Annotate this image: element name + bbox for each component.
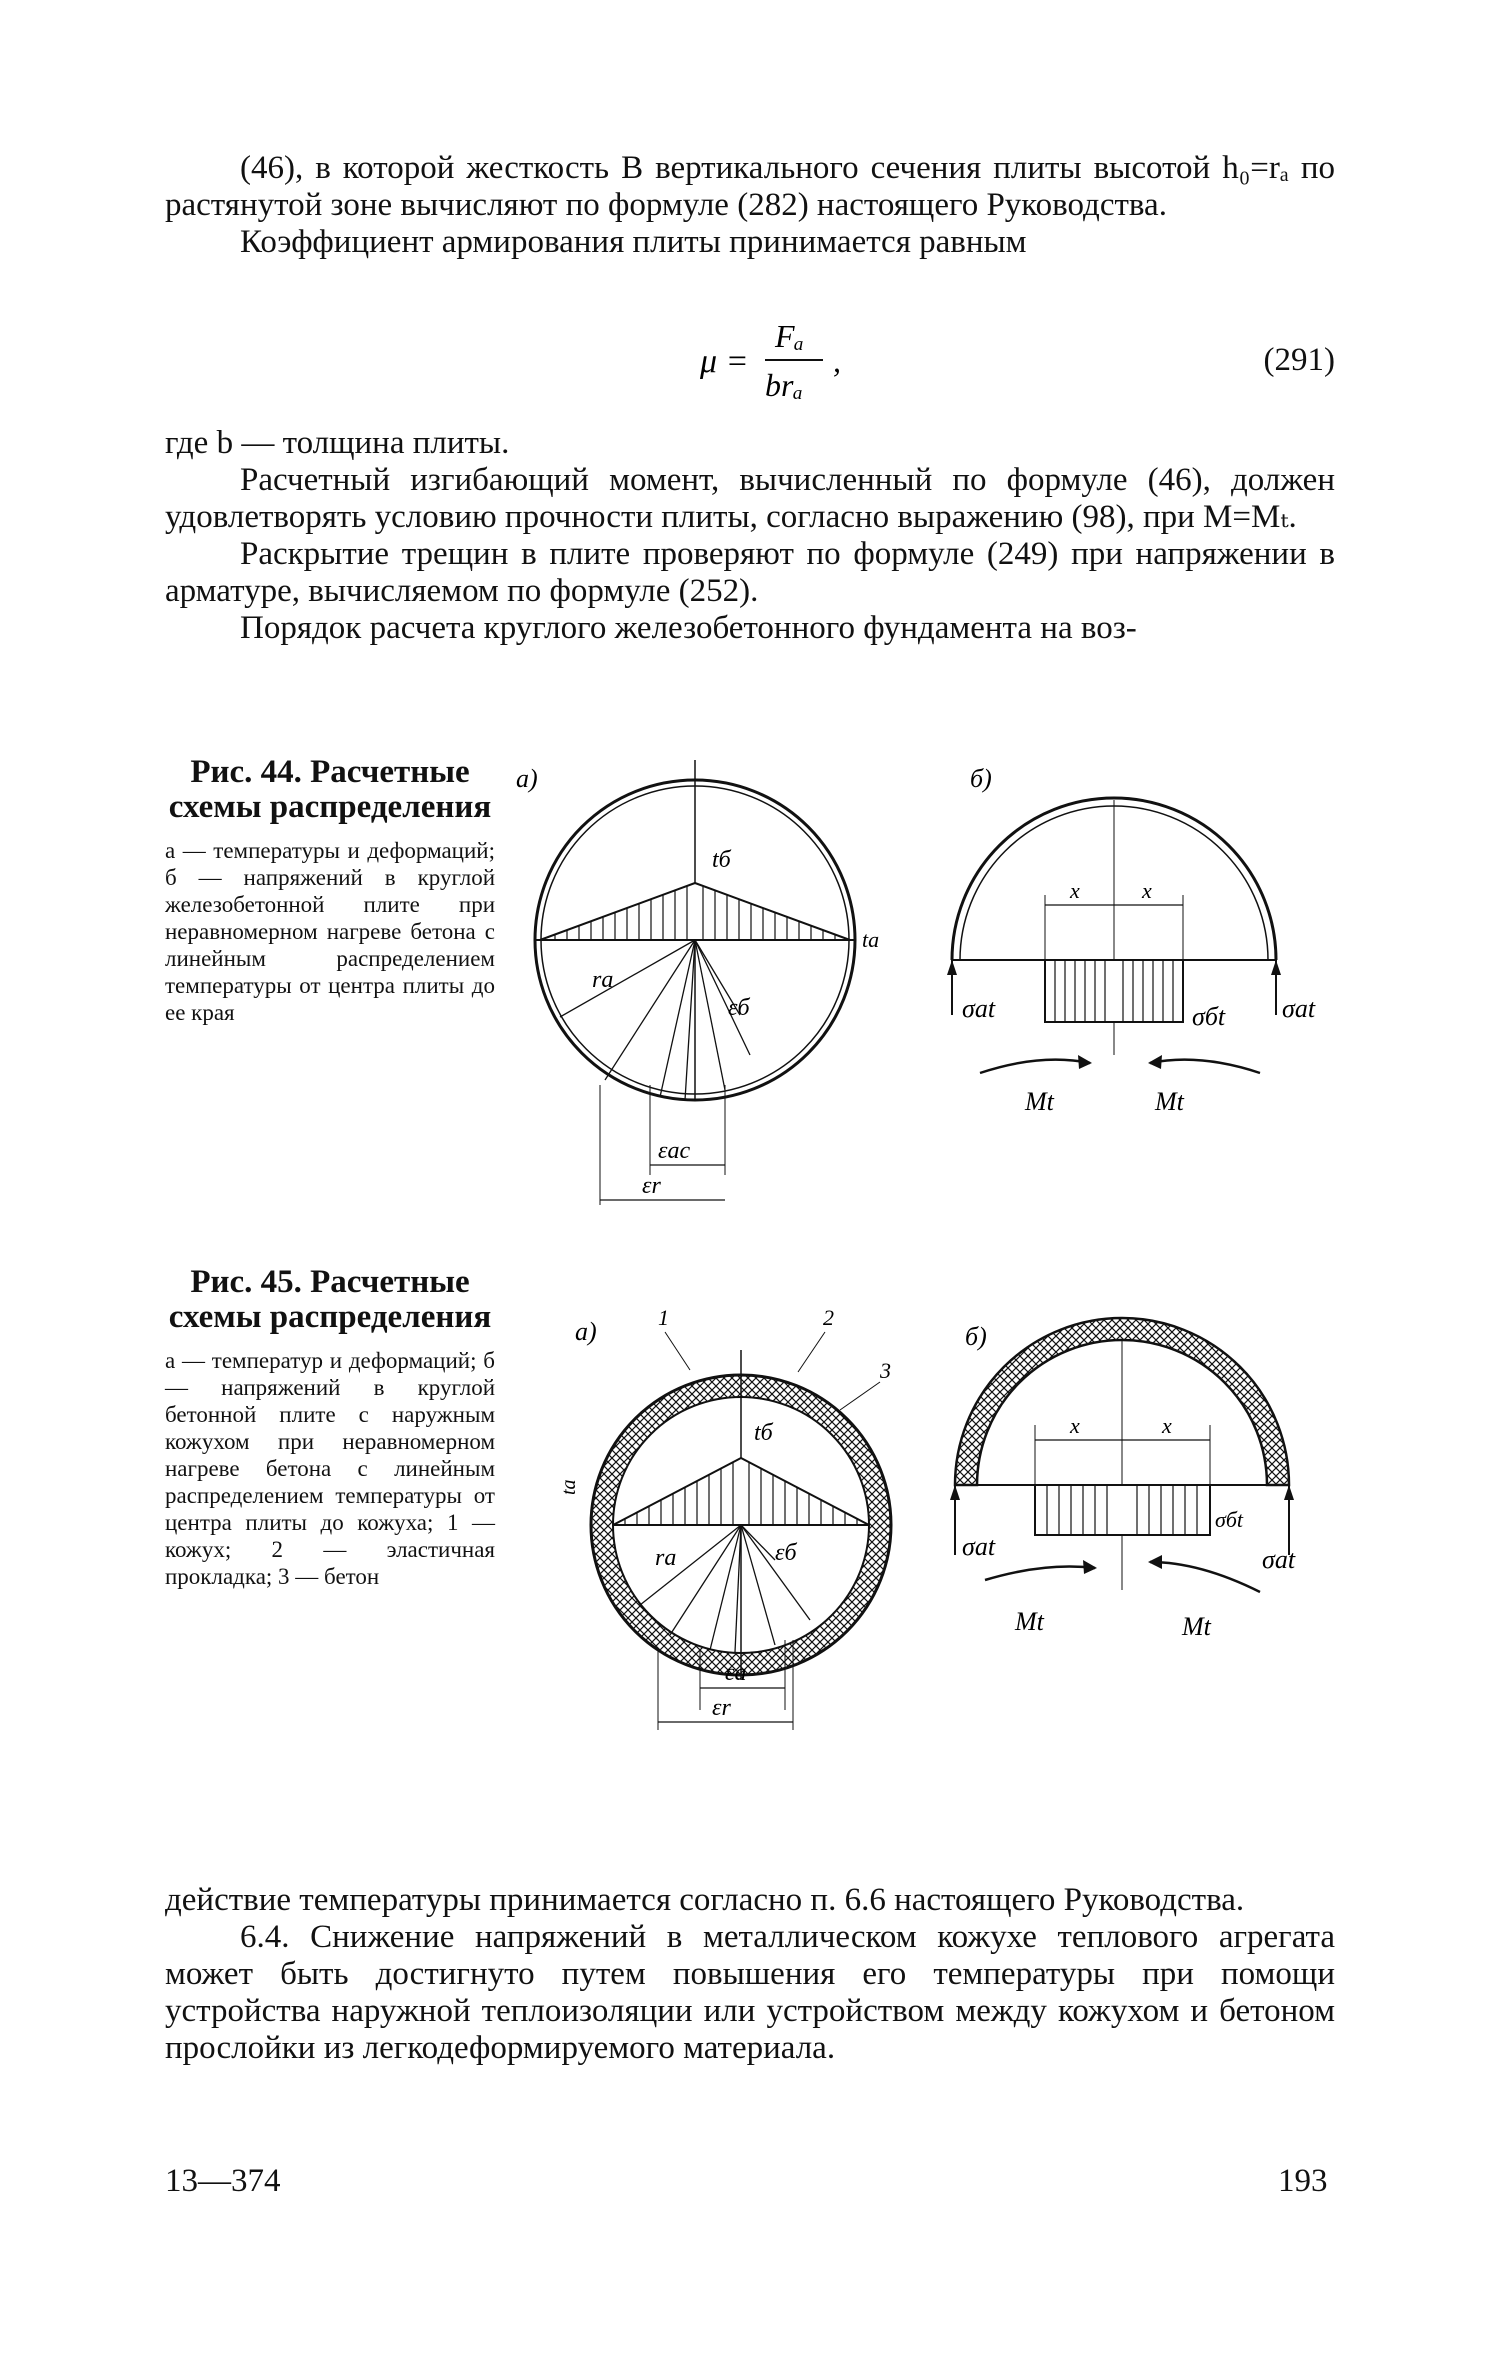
fig44-label-ra: rа	[592, 967, 614, 993]
fig44-label-mt-right: Mt	[1155, 1087, 1184, 1116]
formula-denominator: brₐ	[765, 367, 803, 403]
fig44-diagram-a	[510, 755, 910, 1215]
fig45-label-er: εr	[712, 1695, 731, 1721]
fig44-label-x1: x	[1070, 878, 1080, 903]
formula-291	[165, 300, 1335, 410]
fig45-label-sat-right: σat	[1262, 1545, 1296, 1574]
fig44-body: а — температуры и деформаций; б — напряжений в круглой железобетонной плите при неравномерном нагреве бетона с линейным распределением температуры от центра плиты до ее края	[165, 838, 495, 1025]
fig44-label-sat-right: σat	[1282, 994, 1316, 1023]
fig44-label-b: б)	[970, 764, 992, 793]
paragraph: Расчетный изгибающий момент, вычисленный по формуле (46), должен удовлетворять условию прочности плиты, согласно выражению (98), при M=Mₜ.	[165, 462, 1335, 535]
paragraph: Порядок расчета круглого железобетонного фундамента на воз-	[240, 610, 1137, 646]
fig45-label-ra: rа	[655, 1545, 677, 1571]
fig45-title: Рис. 45. Расчетные схемы распределения	[168, 1264, 492, 1335]
fig45-label-2: 2	[823, 1305, 834, 1330]
formula-expression	[665, 300, 965, 410]
fig44-label-er: εr	[642, 1173, 661, 1199]
fig45-label-tb: tб	[754, 1420, 773, 1446]
fig45-label-mt-left: Mt	[1015, 1607, 1044, 1636]
fig45-label-3: 3	[880, 1358, 891, 1383]
body-block	[165, 425, 1335, 647]
formula-numerator: Fₐ	[775, 318, 804, 354]
fig44-title: Рис. 44. Расчетные схемы распределения	[168, 754, 492, 825]
fig45-label-mt-right: Mt	[1182, 1612, 1211, 1641]
paragraph: где b — толщина плиты.	[165, 425, 510, 461]
fig45-label-1: 1	[658, 1305, 669, 1330]
closing-block	[165, 1882, 1335, 2067]
page-number: 193	[1278, 2163, 1328, 2199]
fig45-label-a: а)	[575, 1317, 597, 1346]
fig45-label-sat-left: σat	[962, 1532, 996, 1561]
paragraph: 6.4. Снижение напряжений в металлическом кожухе теплового агрегата может быть достигнуто путем повышения его температуры при помощи устройства наружной теплоизоляции или устройством между кожухом и бетоном прослойки из легкодеформируемого материала.	[165, 1919, 1335, 2066]
paragraph: (46), в которой жесткость B вертикального сечения плиты высотой h₀=rₐ по растянутой зоне вычисляют по формуле (282) настоящего Руководства.	[165, 150, 1335, 223]
fig45-body: а — температур и деформаций; б — напряжений в круглой бетонной плите с наружным кожухом при неравномерном нагреве бетона с линейным распределением температуры от центра плиты до кожуха; 1 — кожух; 2 — эластичная прокладка; 3 — бетон	[165, 1348, 495, 1589]
fig44-label-x2: x	[1142, 878, 1152, 903]
formula-lhs: μ =	[700, 343, 749, 380]
intro-block	[165, 150, 1335, 261]
fig44-caption	[165, 755, 495, 1026]
fig44-label-eac: εаc	[658, 1138, 691, 1164]
fig45-diagram-b	[940, 1300, 1340, 1690]
fig45-label-b: б)	[965, 1322, 987, 1351]
fig44-label-eb: εб	[728, 995, 750, 1021]
paragraph: Раскрытие трещин в плите проверяют по формуле (249) при напряжении в арматуре, вычисляемом по формуле (252).	[165, 536, 1335, 609]
fig44-label-a: а)	[516, 764, 538, 793]
fig45-caption	[165, 1265, 495, 1590]
fig44-label-tb: tб	[712, 847, 731, 873]
fig44-label-ta: tа	[862, 927, 880, 952]
fig45-label-eb: εб	[775, 1540, 797, 1566]
fig44-label-sbt: σбt	[1192, 1002, 1226, 1031]
fig44-label-mt-left: Mt	[1025, 1087, 1054, 1116]
paragraph: действие температуры принимается согласно п. 6.6 настоящего Руководства.	[165, 1882, 1245, 1918]
formula-number: (291)	[1263, 342, 1335, 378]
formula-comma: ,	[833, 343, 841, 379]
fig45-label-x1: x	[1070, 1413, 1080, 1438]
fig44-diagram-b	[930, 755, 1330, 1135]
fig45-label-ea: εа	[725, 1660, 747, 1686]
paragraph: Коэффициент армирования плиты принимается равным	[240, 224, 1027, 260]
fig45-label-x2: x	[1162, 1413, 1172, 1438]
signature-mark: 13—374	[165, 2163, 281, 2199]
fig45-diagram-a	[540, 1290, 940, 1740]
fig44-label-sat-left: σat	[962, 994, 996, 1023]
fig45-label-sbt: σбt	[1215, 1507, 1244, 1532]
fig45-label-ta: tа	[558, 1479, 580, 1495]
